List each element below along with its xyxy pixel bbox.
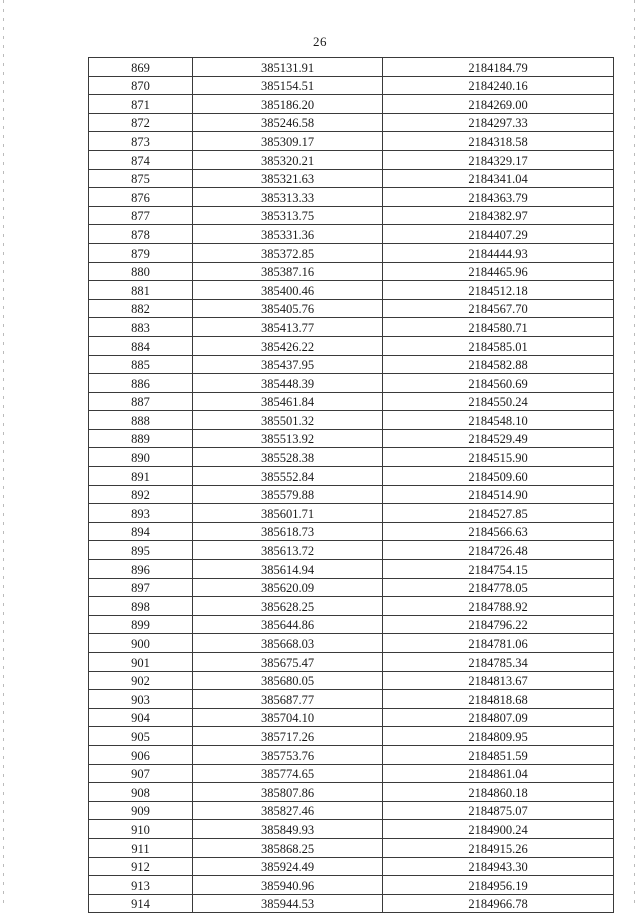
x-coordinate-cell: 385186.20	[193, 95, 383, 114]
table-row	[89, 225, 614, 244]
point-number-cell: 911	[89, 838, 193, 857]
table-row	[89, 857, 614, 876]
x-coordinate-cell: 385628.25	[193, 597, 383, 616]
table-row	[89, 615, 614, 634]
y-coordinate-cell: 2184851.59	[383, 745, 614, 764]
y-coordinate-cell: 2184813.67	[383, 671, 614, 690]
x-coordinate-cell: 385753.76	[193, 745, 383, 764]
y-coordinate-cell: 2184341.04	[383, 169, 614, 188]
x-coordinate-cell: 385827.46	[193, 801, 383, 820]
x-coordinate-cell: 385513.92	[193, 429, 383, 448]
x-coordinate-cell: 385400.46	[193, 281, 383, 300]
x-coordinate-cell: 385405.76	[193, 299, 383, 318]
y-coordinate-cell: 2184363.79	[383, 188, 614, 207]
point-number-cell: 900	[89, 634, 193, 653]
table-row	[89, 504, 614, 523]
table-row	[89, 522, 614, 541]
table-row	[89, 206, 614, 225]
point-number-cell: 892	[89, 485, 193, 504]
point-number-cell: 901	[89, 653, 193, 672]
y-coordinate-cell: 2184818.68	[383, 690, 614, 709]
table-row	[89, 708, 614, 727]
x-coordinate-cell: 385413.77	[193, 318, 383, 337]
point-number-cell: 912	[89, 857, 193, 876]
point-number-cell: 871	[89, 95, 193, 114]
x-coordinate-cell: 385320.21	[193, 150, 383, 169]
point-number-cell: 881	[89, 281, 193, 300]
scan-edge-left	[3, 0, 4, 905]
y-coordinate-cell: 2184809.95	[383, 727, 614, 746]
point-number-cell: 869	[89, 58, 193, 77]
x-coordinate-cell: 385331.36	[193, 225, 383, 244]
point-number-cell: 891	[89, 467, 193, 486]
x-coordinate-cell: 385372.85	[193, 243, 383, 262]
table-row	[89, 876, 614, 895]
y-coordinate-cell: 2184956.19	[383, 876, 614, 895]
x-coordinate-cell: 385868.25	[193, 838, 383, 857]
table-row	[89, 448, 614, 467]
table-row	[89, 150, 614, 169]
y-coordinate-cell: 2184915.26	[383, 838, 614, 857]
table-row	[89, 411, 614, 430]
point-number-cell: 878	[89, 225, 193, 244]
point-number-cell: 905	[89, 727, 193, 746]
y-coordinate-cell: 2184807.09	[383, 708, 614, 727]
x-coordinate-cell: 385668.03	[193, 634, 383, 653]
table-row	[89, 838, 614, 857]
x-coordinate-cell: 385704.10	[193, 708, 383, 727]
point-number-cell: 914	[89, 894, 193, 913]
y-coordinate-cell: 2184509.60	[383, 467, 614, 486]
x-coordinate-cell: 385675.47	[193, 653, 383, 672]
point-number-cell: 913	[89, 876, 193, 895]
point-number-cell: 886	[89, 374, 193, 393]
y-coordinate-cell: 2184529.49	[383, 429, 614, 448]
point-number-cell: 876	[89, 188, 193, 207]
table-row	[89, 188, 614, 207]
point-number-cell: 909	[89, 801, 193, 820]
point-number-cell: 898	[89, 597, 193, 616]
x-coordinate-cell: 385618.73	[193, 522, 383, 541]
x-coordinate-cell: 385309.17	[193, 132, 383, 151]
point-number-cell: 885	[89, 355, 193, 374]
y-coordinate-cell: 2184240.16	[383, 76, 614, 95]
table-row	[89, 764, 614, 783]
y-coordinate-cell: 2184582.88	[383, 355, 614, 374]
y-coordinate-cell: 2184382.97	[383, 206, 614, 225]
table-row	[89, 336, 614, 355]
x-coordinate-cell: 385131.91	[193, 58, 383, 77]
x-coordinate-cell: 385774.65	[193, 764, 383, 783]
point-number-cell: 908	[89, 783, 193, 802]
table-row	[89, 727, 614, 746]
y-coordinate-cell: 2184900.24	[383, 820, 614, 839]
table-row	[89, 541, 614, 560]
point-number-cell: 887	[89, 392, 193, 411]
point-number-cell: 880	[89, 262, 193, 281]
point-number-cell: 896	[89, 560, 193, 579]
y-coordinate-cell: 2184269.00	[383, 95, 614, 114]
point-number-cell: 889	[89, 429, 193, 448]
table-row	[89, 783, 614, 802]
table-row	[89, 318, 614, 337]
table-row	[89, 467, 614, 486]
x-coordinate-cell: 385154.51	[193, 76, 383, 95]
y-coordinate-cell: 2184785.34	[383, 653, 614, 672]
table-row	[89, 578, 614, 597]
point-number-cell: 890	[89, 448, 193, 467]
y-coordinate-cell: 2184318.58	[383, 132, 614, 151]
table-row	[89, 392, 614, 411]
table-row	[89, 262, 614, 281]
point-number-cell: 903	[89, 690, 193, 709]
point-number-cell: 873	[89, 132, 193, 151]
x-coordinate-cell: 385717.26	[193, 727, 383, 746]
y-coordinate-cell: 2184184.79	[383, 58, 614, 77]
x-coordinate-cell: 385448.39	[193, 374, 383, 393]
point-number-cell: 897	[89, 578, 193, 597]
x-coordinate-cell: 385944.53	[193, 894, 383, 913]
coordinate-table-body	[89, 58, 614, 913]
y-coordinate-cell: 2184515.90	[383, 448, 614, 467]
x-coordinate-cell: 385313.75	[193, 206, 383, 225]
point-number-cell: 874	[89, 150, 193, 169]
point-number-cell: 907	[89, 764, 193, 783]
x-coordinate-cell: 385528.38	[193, 448, 383, 467]
x-coordinate-cell: 385313.33	[193, 188, 383, 207]
point-number-cell: 875	[89, 169, 193, 188]
page-number: 26	[313, 34, 327, 49]
y-coordinate-cell: 2184512.18	[383, 281, 614, 300]
table-row	[89, 113, 614, 132]
table-row	[89, 820, 614, 839]
y-coordinate-cell: 2184966.78	[383, 894, 614, 913]
y-coordinate-cell: 2184444.93	[383, 243, 614, 262]
table-row	[89, 299, 614, 318]
point-number-cell: 906	[89, 745, 193, 764]
table-row	[89, 485, 614, 504]
table-row	[89, 243, 614, 262]
x-coordinate-cell: 385620.09	[193, 578, 383, 597]
point-number-cell: 902	[89, 671, 193, 690]
y-coordinate-cell: 2184585.01	[383, 336, 614, 355]
y-coordinate-cell: 2184297.33	[383, 113, 614, 132]
table-row	[89, 801, 614, 820]
x-coordinate-cell: 385849.93	[193, 820, 383, 839]
x-coordinate-cell: 385924.49	[193, 857, 383, 876]
y-coordinate-cell: 2184788.92	[383, 597, 614, 616]
point-number-cell: 893	[89, 504, 193, 523]
x-coordinate-cell: 385644.86	[193, 615, 383, 634]
table-row	[89, 374, 614, 393]
x-coordinate-cell: 385614.94	[193, 560, 383, 579]
y-coordinate-cell: 2184560.69	[383, 374, 614, 393]
x-coordinate-cell: 385680.05	[193, 671, 383, 690]
table-row	[89, 597, 614, 616]
table-row	[89, 653, 614, 672]
y-coordinate-cell: 2184580.71	[383, 318, 614, 337]
point-number-cell: 910	[89, 820, 193, 839]
point-number-cell: 872	[89, 113, 193, 132]
point-number-cell: 894	[89, 522, 193, 541]
y-coordinate-cell: 2184796.22	[383, 615, 614, 634]
table-row	[89, 355, 614, 374]
x-coordinate-cell: 385579.88	[193, 485, 383, 504]
y-coordinate-cell: 2184566.63	[383, 522, 614, 541]
y-coordinate-cell: 2184329.17	[383, 150, 614, 169]
x-coordinate-cell: 385601.71	[193, 504, 383, 523]
table-row	[89, 671, 614, 690]
x-coordinate-cell: 385613.72	[193, 541, 383, 560]
point-number-cell: 899	[89, 615, 193, 634]
point-number-cell: 882	[89, 299, 193, 318]
x-coordinate-cell: 385501.32	[193, 411, 383, 430]
y-coordinate-cell: 2184754.15	[383, 560, 614, 579]
y-coordinate-cell: 2184726.48	[383, 541, 614, 560]
x-coordinate-cell: 385461.84	[193, 392, 383, 411]
y-coordinate-cell: 2184943.30	[383, 857, 614, 876]
point-number-cell: 884	[89, 336, 193, 355]
x-coordinate-cell: 385387.16	[193, 262, 383, 281]
table-row	[89, 95, 614, 114]
table-row	[89, 132, 614, 151]
y-coordinate-cell: 2184465.96	[383, 262, 614, 281]
scan-edge-right	[634, 0, 635, 905]
y-coordinate-cell: 2184407.29	[383, 225, 614, 244]
point-number-cell: 870	[89, 76, 193, 95]
table-row	[89, 76, 614, 95]
table-row	[89, 690, 614, 709]
y-coordinate-cell: 2184548.10	[383, 411, 614, 430]
table-row	[89, 169, 614, 188]
table-row	[89, 58, 614, 77]
y-coordinate-cell: 2184781.06	[383, 634, 614, 653]
x-coordinate-cell: 385321.63	[193, 169, 383, 188]
y-coordinate-cell: 2184567.70	[383, 299, 614, 318]
table-row	[89, 560, 614, 579]
point-number-cell: 904	[89, 708, 193, 727]
coordinate-table	[88, 57, 614, 913]
point-number-cell: 888	[89, 411, 193, 430]
y-coordinate-cell: 2184861.04	[383, 764, 614, 783]
y-coordinate-cell: 2184527.85	[383, 504, 614, 523]
point-number-cell: 883	[89, 318, 193, 337]
point-number-cell: 877	[89, 206, 193, 225]
x-coordinate-cell: 385426.22	[193, 336, 383, 355]
y-coordinate-cell: 2184860.18	[383, 783, 614, 802]
y-coordinate-cell: 2184514.90	[383, 485, 614, 504]
x-coordinate-cell: 385246.58	[193, 113, 383, 132]
point-number-cell: 879	[89, 243, 193, 262]
table-row	[89, 634, 614, 653]
x-coordinate-cell: 385437.95	[193, 355, 383, 374]
table-row	[89, 745, 614, 764]
x-coordinate-cell: 385807.86	[193, 783, 383, 802]
x-coordinate-cell: 385940.96	[193, 876, 383, 895]
table-row	[89, 281, 614, 300]
y-coordinate-cell: 2184550.24	[383, 392, 614, 411]
table-row	[89, 429, 614, 448]
y-coordinate-cell: 2184778.05	[383, 578, 614, 597]
y-coordinate-cell: 2184875.07	[383, 801, 614, 820]
x-coordinate-cell: 385552.84	[193, 467, 383, 486]
table-row	[89, 894, 614, 913]
point-number-cell: 895	[89, 541, 193, 560]
x-coordinate-cell: 385687.77	[193, 690, 383, 709]
